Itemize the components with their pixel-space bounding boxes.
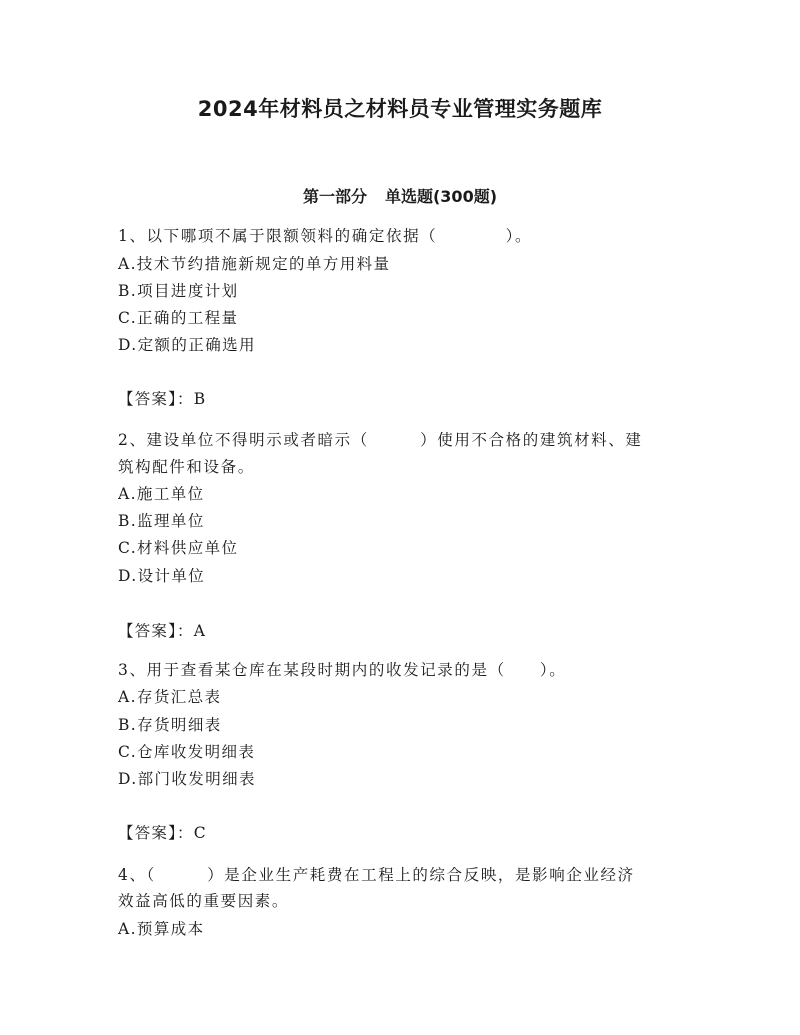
question-4-text-line-1: 4、（ ）是企业生产耗费在工程上的综合反映，是影响企业经济 xyxy=(118,866,635,884)
question-3-option-a: A.存货汇总表 xyxy=(118,688,222,706)
question-1-option-d: D.定额的正确选用 xyxy=(118,336,256,354)
question-2-option-b: B.监理单位 xyxy=(118,512,205,530)
question-4-option-a: A.预算成本 xyxy=(118,920,205,938)
section-name: 单选题(300题) xyxy=(384,187,498,206)
question-1-option-b: B.项目进度计划 xyxy=(118,282,239,300)
question-1-option-a: A.技术节约措施新规定的单方用料量 xyxy=(118,255,391,273)
question-2-answer: 【答案】：A xyxy=(118,622,207,640)
question-3-answer: 【答案】：C xyxy=(118,824,207,842)
question-2-option-c: C.材料供应单位 xyxy=(118,539,239,557)
question-1-answer: 【答案】：B xyxy=(118,390,207,408)
section-part: 第一部分 xyxy=(302,187,367,206)
question-1-option-c: C.正确的工程量 xyxy=(118,309,239,327)
question-2-text-line-2: 筑构配件和设备。 xyxy=(118,458,255,476)
question-3-option-d: D.部门收发明细表 xyxy=(118,770,256,788)
question-3-option-c: C.仓库收发明细表 xyxy=(118,743,256,761)
question-1-text: 1、以下哪项不属于限额领料的确定依据（ ）。 xyxy=(118,227,533,245)
question-2-option-d: D.设计单位 xyxy=(118,567,206,585)
question-2-option-a: A.施工单位 xyxy=(118,485,205,503)
document-title: 2024年材料员之材料员专业管理实务题库 xyxy=(197,97,603,121)
section-heading xyxy=(0,184,800,207)
question-3-text: 3、用于查看某仓库在某段时期内的收发记录的是（ ）。 xyxy=(118,661,567,679)
question-4-text-line-2: 效益高低的重要因素。 xyxy=(118,892,290,910)
question-2-text-line-1: 2、建设单位不得明示或者暗示（ ）使用不合格的建筑材料、建 xyxy=(118,431,643,449)
question-3-option-b: B.存货明细表 xyxy=(118,716,222,734)
